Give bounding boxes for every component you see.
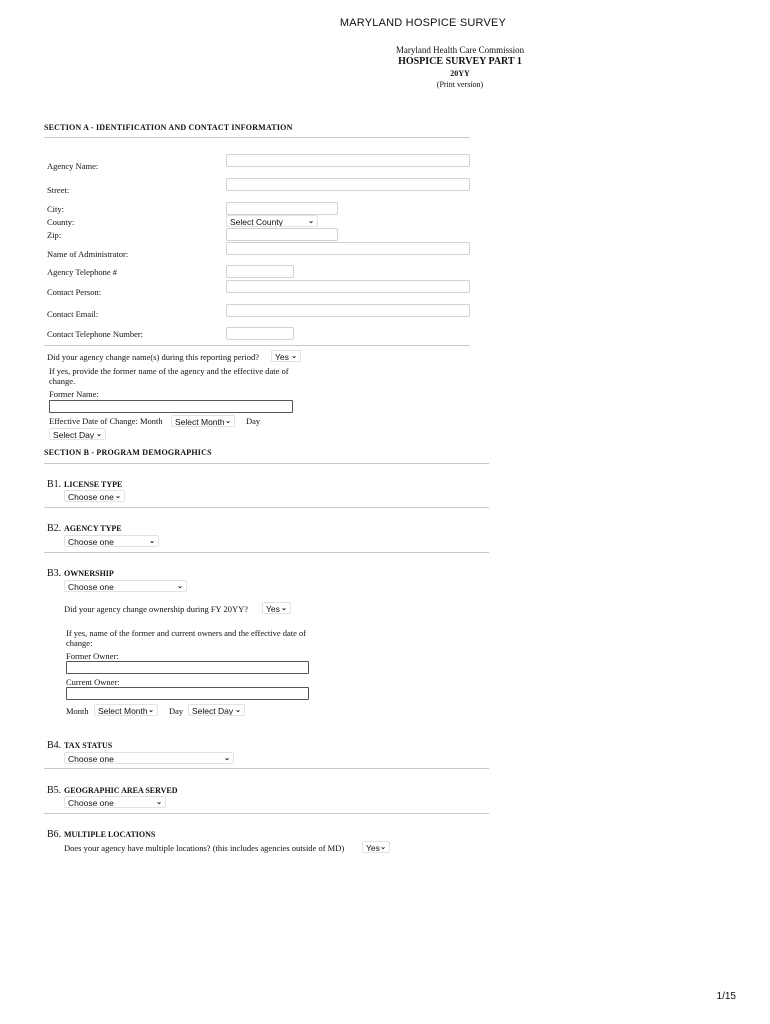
ownership-month-select[interactable] [94,704,158,716]
multiple-locations-select[interactable] [362,841,390,853]
city-label: City: [47,204,65,214]
chevron-down-icon: ⌄ [156,799,162,806]
contact-phone-label: Contact Telephone Number: [47,329,144,339]
b6-number: B6. [47,829,62,840]
chevron-down-icon: ⌄ [225,418,231,425]
current-owner-label: Current Owner: [66,677,120,687]
chevron-down-icon: ⌄ [148,707,154,714]
ownership-change-select[interactable] [262,602,291,614]
b3-number: B3. [47,568,62,579]
b4-title: TAX STATUS [64,741,113,750]
contact-phone-input[interactable] [226,327,294,340]
chevron-down-icon: ⌄ [308,218,314,225]
ownership-select[interactable] [64,580,187,592]
ownership-change-value: Yes [266,604,280,614]
former-owner-label: Former Owner: [66,651,119,661]
b1-number: B1. [47,479,62,490]
b4-divider [44,768,489,769]
effective-month-select[interactable] [171,415,235,427]
license-type-value: Choose one [68,492,114,502]
section-b-divider [44,463,489,464]
contact-person-label: Contact Person: [47,287,102,297]
effective-date-label: Effective Date of Change: Month [49,416,163,426]
effective-month-value: Select Month [175,417,225,427]
page-number: 1/15 [716,991,736,1002]
chevron-down-icon: ⌄ [224,755,230,762]
print-version: (Print version) [436,80,484,89]
b5-divider [44,813,489,814]
section-a-heading: SECTION A - IDENTIFICATION AND CONTACT INFORMATION [44,123,293,132]
county-select[interactable] [226,215,318,227]
section-a-divider [44,137,470,138]
multiple-locations-value: Yes [366,843,380,853]
ownership-month-label: Month [66,706,89,716]
city-input[interactable] [226,202,338,215]
agency-name-input[interactable] [226,154,470,167]
chevron-down-icon: ⌄ [177,583,183,590]
effective-day-label: Day [246,416,261,426]
section-b-heading: SECTION B - PROGRAM DEMOGRAPHICS [44,448,212,457]
name-change-divider [44,345,470,346]
geographic-area-value: Choose one [68,798,114,808]
tax-status-value: Choose one [68,754,114,764]
contact-person-input[interactable] [226,280,470,293]
effective-day-value: Select Day [53,430,95,440]
chevron-down-icon: ⌄ [291,353,297,360]
chevron-down-icon: ⌄ [380,844,386,851]
ownership-day-label: Day [169,706,184,716]
name-change-value: Yes [275,352,289,362]
chevron-down-icon: ⌄ [235,707,241,714]
telephone-label: Agency Telephone # [47,267,118,277]
zip-input[interactable] [226,228,338,241]
page-title: MARYLAND HOSPICE SURVEY [339,17,507,29]
agency-name-label: Agency Name: [47,161,99,171]
telephone-input[interactable] [226,265,294,278]
contact-email-input[interactable] [226,304,470,317]
administrator-input[interactable] [226,242,470,255]
former-name-input[interactable] [49,400,293,413]
survey-year: 20YY [450,69,470,78]
zip-label: Zip: [47,230,62,240]
street-label: Street: [47,185,70,195]
tax-status-select[interactable] [64,752,234,764]
b6-title: MULTIPLE LOCATIONS [64,830,156,839]
b2-title: AGENCY TYPE [64,524,122,533]
chevron-down-icon: ⌄ [149,538,155,545]
agency-type-value: Choose one [68,537,114,547]
former-name-label: Former Name: [49,389,99,399]
ownership-value: Choose one [68,582,114,592]
multiple-locations-question: Does your agency have multiple locations? (this includes agencies outside of MD) [64,843,345,853]
org-name: Maryland Health Care Commission [395,45,525,55]
contact-email-label: Contact Email: [47,309,99,319]
ownership-instructions-1: If yes, name of the former and current owners and the effective date of [66,628,307,638]
ownership-day-value: Select Day [192,706,234,716]
b5-title: GEOGRAPHIC AREA SERVED [64,786,178,795]
b1-title: LICENSE TYPE [64,480,123,489]
b2-number: B2. [47,523,62,534]
administrator-label: Name of Administrator: [47,249,129,259]
b3-title: OWNERSHIP [64,569,114,578]
ownership-month-value: Select Month [98,706,148,716]
effective-day-select[interactable] [49,428,106,440]
county-select-value: Select County [230,217,283,227]
b2-divider [44,552,489,553]
name-change-select[interactable] [271,350,301,362]
b5-number: B5. [47,785,62,796]
ownership-day-select[interactable] [188,704,245,716]
survey-title: HOSPICE SURVEY PART 1 [398,56,522,67]
name-change-instructions-1: If yes, provide the former name of the agency and the effective date of [49,366,289,376]
b4-number: B4. [47,740,62,751]
name-change-question: Did your agency change name(s) during this reporting period? [47,352,259,362]
license-type-select[interactable] [64,490,125,502]
current-owner-input[interactable] [66,687,309,700]
ownership-instructions-2: change: [66,638,93,648]
former-owner-input[interactable] [66,661,309,674]
ownership-change-question: Did your agency change ownership during FY 20YY? [64,604,249,614]
agency-type-select[interactable] [64,535,159,547]
chevron-down-icon: ⌄ [115,493,121,500]
chevron-down-icon: ⌄ [96,431,102,438]
geographic-area-select[interactable] [64,796,166,808]
chevron-down-icon: ⌄ [281,605,287,612]
name-change-instructions-2: change. [49,376,76,386]
street-input[interactable] [226,178,470,191]
b1-divider [44,507,489,508]
county-label: County: [47,217,75,227]
